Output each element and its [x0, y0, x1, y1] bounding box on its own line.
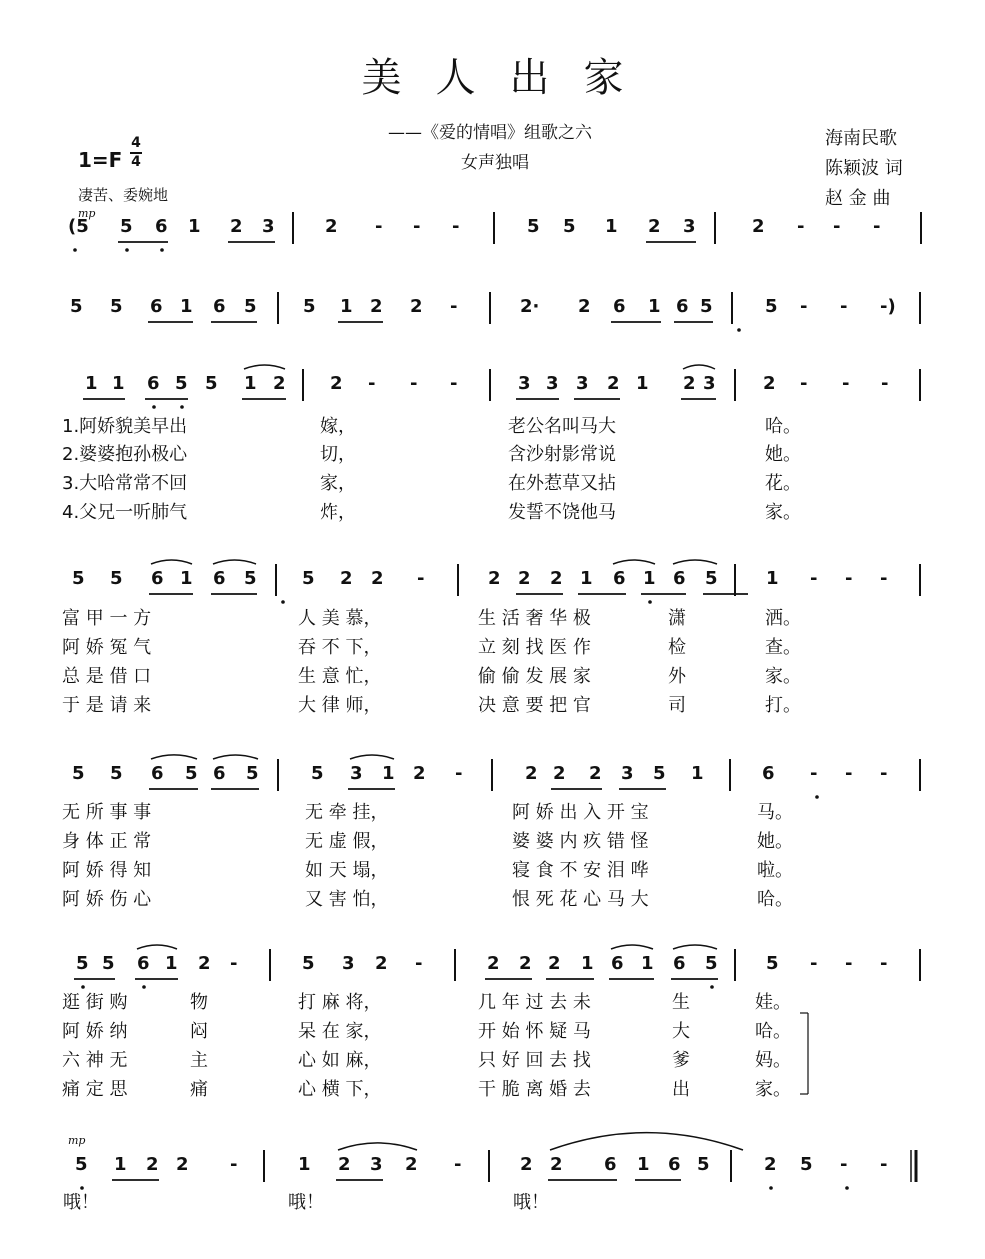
slur [550, 1133, 743, 1150]
score-note: 2 [330, 373, 343, 394]
score-note: 6 [762, 763, 775, 784]
lyric-text: 恨 死 花 心 马 大 [512, 889, 649, 910]
score-note: 5 [700, 296, 713, 317]
lyric-text: 阿 娇 伤 心 [62, 889, 152, 910]
lyric-text: 出 [672, 1079, 690, 1100]
score-note: 5 [527, 216, 540, 237]
dynamic-mark-intro: mp [78, 207, 96, 220]
score-note: 5 [563, 216, 576, 237]
lyric-text: 1.阿娇貌美早出 [62, 416, 188, 437]
lyric-text: 洒。 [765, 608, 801, 629]
lyric-text: 主 [190, 1050, 208, 1071]
slur [673, 560, 717, 564]
score-note: 3 [576, 373, 589, 394]
score-note: 1 [641, 953, 654, 974]
score-note: 2 [578, 296, 591, 317]
lyric-text: 干 脆 离 婚 去 [478, 1079, 591, 1100]
slur [683, 365, 715, 369]
score-note: 5 [205, 373, 218, 394]
lyric-text: 啦。 [757, 860, 793, 881]
slur [213, 755, 258, 759]
score-note: 6 [213, 296, 226, 317]
score-note: 2 [176, 1154, 189, 1175]
dash-note: - [452, 216, 460, 237]
score-note: 3 [621, 763, 634, 784]
lyric-text: 如 天 塌， [305, 860, 389, 881]
score-note: 6 [673, 568, 686, 589]
score-note: 6 [151, 568, 164, 589]
score-note: 5 [653, 763, 666, 784]
score-note: 1 [188, 216, 201, 237]
score-note: 6 [673, 953, 686, 974]
score-note: 2 [338, 1154, 351, 1175]
dash-note: - [797, 216, 805, 237]
dash-note: - [413, 216, 421, 237]
octave-dot [73, 248, 77, 252]
score-note: 2 [764, 1154, 777, 1175]
lyric-text: 逛 街 购 [62, 992, 128, 1013]
lyric-text: 生 意 忙， [298, 666, 382, 687]
dash-note: - [450, 373, 458, 394]
score-note: 1 [605, 216, 618, 237]
slur [350, 755, 394, 759]
score-note: 6 [613, 296, 626, 317]
score-note: 1 [382, 763, 395, 784]
score-note: 5 [185, 763, 198, 784]
score-note: 2 [405, 1154, 418, 1175]
dash-note: - [840, 296, 848, 317]
score-note: 6 [137, 953, 150, 974]
dash-note: - [845, 953, 853, 974]
score-note: 2 [375, 953, 388, 974]
score-note: 3 [370, 1154, 383, 1175]
lyric-text: 富 甲 一 方 [62, 608, 152, 629]
lyric-text: 打。 [765, 695, 801, 716]
score-note: 5 [120, 216, 133, 237]
lyric-text: 检 [668, 637, 686, 658]
score-note: 3 [350, 763, 363, 784]
dash-note: - [880, 1154, 888, 1175]
score-note: 5 [244, 568, 257, 589]
lyric-text: 开 始 怀 疑 马 [478, 1021, 591, 1042]
lyric-text: 无 虚 假， [305, 831, 389, 852]
score-note: 1 [648, 296, 661, 317]
octave-dot [769, 1186, 773, 1190]
lyric-text: 痛 定 思 [62, 1079, 128, 1100]
performance-type: 女声独唱 [461, 153, 529, 173]
lyric-text: 家。 [765, 666, 801, 687]
lyric-text: 无 所 事 事 [62, 802, 152, 823]
score-note: 6 [213, 763, 226, 784]
time-top: 4 [131, 135, 141, 151]
score-note: 6 [668, 1154, 681, 1175]
score-note: 1 [180, 296, 193, 317]
octave-dot [648, 600, 652, 604]
score-note: 5 [76, 953, 89, 974]
score-note: 2 [648, 216, 661, 237]
score-note: 6 [611, 953, 624, 974]
score-note: 2 [273, 373, 286, 394]
lyric-text: 呆 在 家， [298, 1021, 382, 1042]
dash-note: - [375, 216, 383, 237]
octave-dot [142, 985, 146, 989]
dash-note: - [455, 763, 463, 784]
lyric-text: 物 [190, 992, 208, 1013]
song-title: 美人出家 [361, 55, 658, 101]
score-note: 6 [676, 296, 689, 317]
song-subtitle: ——《爱的情唱》组歌之六 [388, 123, 592, 143]
score-note: 1 [180, 568, 193, 589]
score-note: 2 [763, 373, 776, 394]
lyric-text: 生 活 奢 华 极 [478, 608, 591, 629]
score-note: 5 [705, 568, 718, 589]
dash-note: - [880, 953, 888, 974]
lyric-text: 马。 [757, 802, 793, 823]
lyric-text: 阿 娇 纳 [62, 1021, 128, 1042]
octave-dot [80, 1186, 84, 1190]
dash-note: - [810, 953, 818, 974]
octave-dot [845, 1186, 849, 1190]
slur [137, 945, 177, 949]
dash-note: - [810, 763, 818, 784]
score-note: 6 [604, 1154, 617, 1175]
dash-note: - [800, 296, 808, 317]
lyric-text: 阿 娇 出 入 开 宝 [512, 802, 649, 823]
credit-lyricist: 陈颖波 词 [825, 158, 903, 179]
score-note: 1 [580, 568, 593, 589]
score-note: 6 [155, 216, 168, 237]
dash-note: - [833, 216, 841, 237]
score-note: 1 [691, 763, 704, 784]
score-note: 5 [110, 568, 123, 589]
lyric-text: 打 麻 将， [298, 992, 382, 1013]
score-note: 6 [213, 568, 226, 589]
score-note: 2 [371, 568, 384, 589]
lyric-text: 立 刻 找 医 作 [478, 637, 591, 658]
score-note: 5 [303, 296, 316, 317]
score-note: 2 [370, 296, 383, 317]
score-note: 3 [262, 216, 275, 237]
lyric-text: 2.婆婆抱孙极心 [62, 444, 188, 465]
dash-note: - [810, 568, 818, 589]
dash-note: - [845, 763, 853, 784]
score-note: 5 [311, 763, 324, 784]
score-note: 1 [581, 953, 594, 974]
score-note: 5 [697, 1154, 710, 1175]
lyric-text: 偷 偷 发 展 家 [478, 666, 591, 687]
score-note: 2 [230, 216, 243, 237]
octave-dot [281, 600, 285, 604]
lyric-text: 哦！ [513, 1192, 549, 1213]
score-note: 5 [70, 296, 83, 317]
dash-note: - [454, 1154, 462, 1175]
score-note: 3 [342, 953, 355, 974]
slur [151, 755, 197, 759]
score-note: 2 [198, 953, 211, 974]
lyric-text: 外 [668, 666, 686, 687]
score-note: 1 [85, 373, 98, 394]
score-note: 2 [548, 953, 561, 974]
dynamic-mark-final: mp [68, 1134, 86, 1147]
lyric-text: 总 是 借 口 [62, 666, 152, 687]
lyric-text: 于 是 请 来 [62, 695, 152, 716]
slur [213, 560, 256, 564]
slur [613, 560, 655, 564]
lyric-text: 生 [672, 992, 690, 1013]
lyric-text: 阿 娇 得 知 [62, 860, 152, 881]
lyric-text: 哦！ [288, 1192, 324, 1213]
score-note: (5 [68, 216, 89, 237]
lyric-text: 又 害 怕， [305, 889, 389, 910]
lyric-text: 阿 娇 冤 气 [62, 637, 152, 658]
octave-dot [160, 248, 164, 252]
lyric-text: 决 意 要 把 官 [478, 695, 591, 716]
lyric-text: 几 年 过 去 未 [478, 992, 591, 1013]
dash-note: - [840, 1154, 848, 1175]
score-note: 1 [112, 373, 125, 394]
score-note: 5 [246, 763, 259, 784]
lyric-text: 切， [320, 444, 356, 465]
lyric-text: 司 [668, 695, 686, 716]
lyric-text: 闷 [190, 1021, 208, 1042]
dash-note: - [230, 1154, 238, 1175]
lyric-text: 发誓不饶他马 [508, 502, 616, 523]
score-note: 6 [147, 373, 160, 394]
score-note: 2 [340, 568, 353, 589]
lyric-text: 家。 [755, 1079, 791, 1100]
lyric-text: 她。 [757, 831, 793, 852]
score-note: 1 [244, 373, 257, 394]
lyric-text: 含沙射影常说 [508, 444, 616, 465]
lyric-text: 婆 婆 内 疚 错 怪 [512, 831, 649, 852]
score-note: 1 [637, 1154, 650, 1175]
score-note: 2 [550, 568, 563, 589]
dash-note: - [845, 568, 853, 589]
score-note: 5 [110, 763, 123, 784]
octave-dot [737, 328, 741, 332]
score-note: 3 [518, 373, 531, 394]
score-note: 5 [800, 1154, 813, 1175]
score-note: 5 [766, 953, 779, 974]
score-note: 1 [643, 568, 656, 589]
lyric-text: 4.父兄一听肺气 [62, 502, 188, 523]
score-note: 3 [546, 373, 559, 394]
score-note: 2 [519, 953, 532, 974]
lyric-text: 哦！ [63, 1192, 99, 1213]
score-note: 2 [146, 1154, 159, 1175]
lyric-text: 哈。 [755, 1021, 791, 1042]
score-note: 1 [636, 373, 649, 394]
lyric-text: 潇 [668, 608, 686, 629]
score-note: 5 [102, 953, 115, 974]
octave-dot [152, 405, 156, 409]
dash-note: - [880, 763, 888, 784]
score-note: 1 [114, 1154, 127, 1175]
score-note: 2 [752, 216, 765, 237]
slur [338, 1143, 417, 1150]
lyric-text: 家， [320, 473, 356, 494]
octave-dot [81, 985, 85, 989]
slur [673, 945, 717, 949]
dash-note: - [873, 216, 881, 237]
slur [611, 945, 653, 949]
dash-note: - [410, 373, 418, 394]
lyric-text: 爹 [672, 1050, 690, 1071]
score-note: 2· [520, 296, 540, 317]
dash-note: - [880, 568, 888, 589]
lyric-text: 哈。 [765, 416, 801, 437]
score-note: 3 [683, 216, 696, 237]
lyric-text: 吞 不 下， [298, 637, 382, 658]
dash-note: - [881, 373, 889, 394]
dash-note: - [450, 296, 458, 317]
lyric-text: 心 如 麻， [298, 1050, 382, 1071]
score-note: 5 [302, 953, 315, 974]
score-note: 3 [703, 373, 716, 394]
score-note: 5 [705, 953, 718, 974]
lyric-text: 身 体 正 常 [62, 831, 152, 852]
octave-dot [815, 795, 819, 799]
score-note: 1 [165, 953, 178, 974]
score-note: 5 [110, 296, 123, 317]
lyric-text: 痛 [190, 1079, 208, 1100]
score-note: 2 [325, 216, 338, 237]
lyric-text: 哈。 [757, 889, 793, 910]
lyric-text: 家。 [765, 502, 801, 523]
slur [244, 365, 285, 369]
dash-note: - [800, 373, 808, 394]
score-note: 6 [151, 763, 164, 784]
score-note: 2 [607, 373, 620, 394]
lyric-text: 人 美 慕， [298, 608, 382, 629]
score-note: 6 [150, 296, 163, 317]
dash-note: - [417, 568, 425, 589]
lyric-text: 只 好 回 去 找 [478, 1050, 591, 1071]
score-note: 2 [487, 953, 500, 974]
lyric-text: 六 神 无 [62, 1050, 128, 1071]
lyric-text: 3.大哈常常不回 [62, 473, 188, 494]
score-note: 5 [75, 1154, 88, 1175]
octave-dot [710, 985, 714, 989]
score-note: 2 [410, 296, 423, 317]
credit-composer: 赵 金 曲 [825, 188, 891, 209]
octave-dot [180, 405, 184, 409]
score-note: 5 [175, 373, 188, 394]
lyric-text: 在外惹草又拈 [508, 473, 616, 494]
lyric-text: 娃。 [755, 992, 791, 1013]
score-note: 2 [589, 763, 602, 784]
dash-note: -) [880, 296, 896, 317]
score-note: 2 [683, 373, 696, 394]
score-note: 2 [553, 763, 566, 784]
score-note: 2 [520, 1154, 533, 1175]
score-note: 5 [302, 568, 315, 589]
lyric-text: 炸， [320, 502, 356, 523]
lyric-text: 大 律 师， [298, 695, 382, 716]
credit-source: 海南民歌 [825, 128, 897, 149]
key-signature: 1=F [78, 148, 123, 172]
expression-mark: 凄苦、委婉地 [78, 186, 169, 204]
time-bottom: 4 [131, 154, 141, 170]
dash-note: - [368, 373, 376, 394]
score-note: 1 [766, 568, 779, 589]
dash-note: - [415, 953, 423, 974]
score-note: 2 [413, 763, 426, 784]
lyric-text: 妈。 [755, 1050, 791, 1071]
score-note: 2 [525, 763, 538, 784]
score-note: 2 [518, 568, 531, 589]
lyric-text: 大 [672, 1021, 690, 1042]
lyric-text: 花。 [765, 473, 801, 494]
score-note: 1 [340, 296, 353, 317]
score-note: 5 [244, 296, 257, 317]
score-note: 6 [613, 568, 626, 589]
lyric-text: 心 横 下， [298, 1079, 382, 1100]
score-note: 2 [550, 1154, 563, 1175]
slur [151, 560, 192, 564]
lyric-text: 她。 [765, 444, 801, 465]
lyric-text: 无 牵 挂， [305, 802, 389, 823]
octave-dot [125, 248, 129, 252]
dash-note: - [842, 373, 850, 394]
lyric-text: 嫁， [320, 416, 356, 437]
score-note: 5 [72, 568, 85, 589]
score-note: 2 [488, 568, 501, 589]
lyric-text: 查。 [765, 637, 801, 658]
score-note: 1 [298, 1154, 311, 1175]
lyric-text: 老公名叫马大 [508, 416, 616, 437]
lyric-text: 寝 食 不 安 泪 哗 [512, 860, 649, 881]
score-note: 5 [72, 763, 85, 784]
dash-note: - [230, 953, 238, 974]
score-note: 5 [765, 296, 778, 317]
